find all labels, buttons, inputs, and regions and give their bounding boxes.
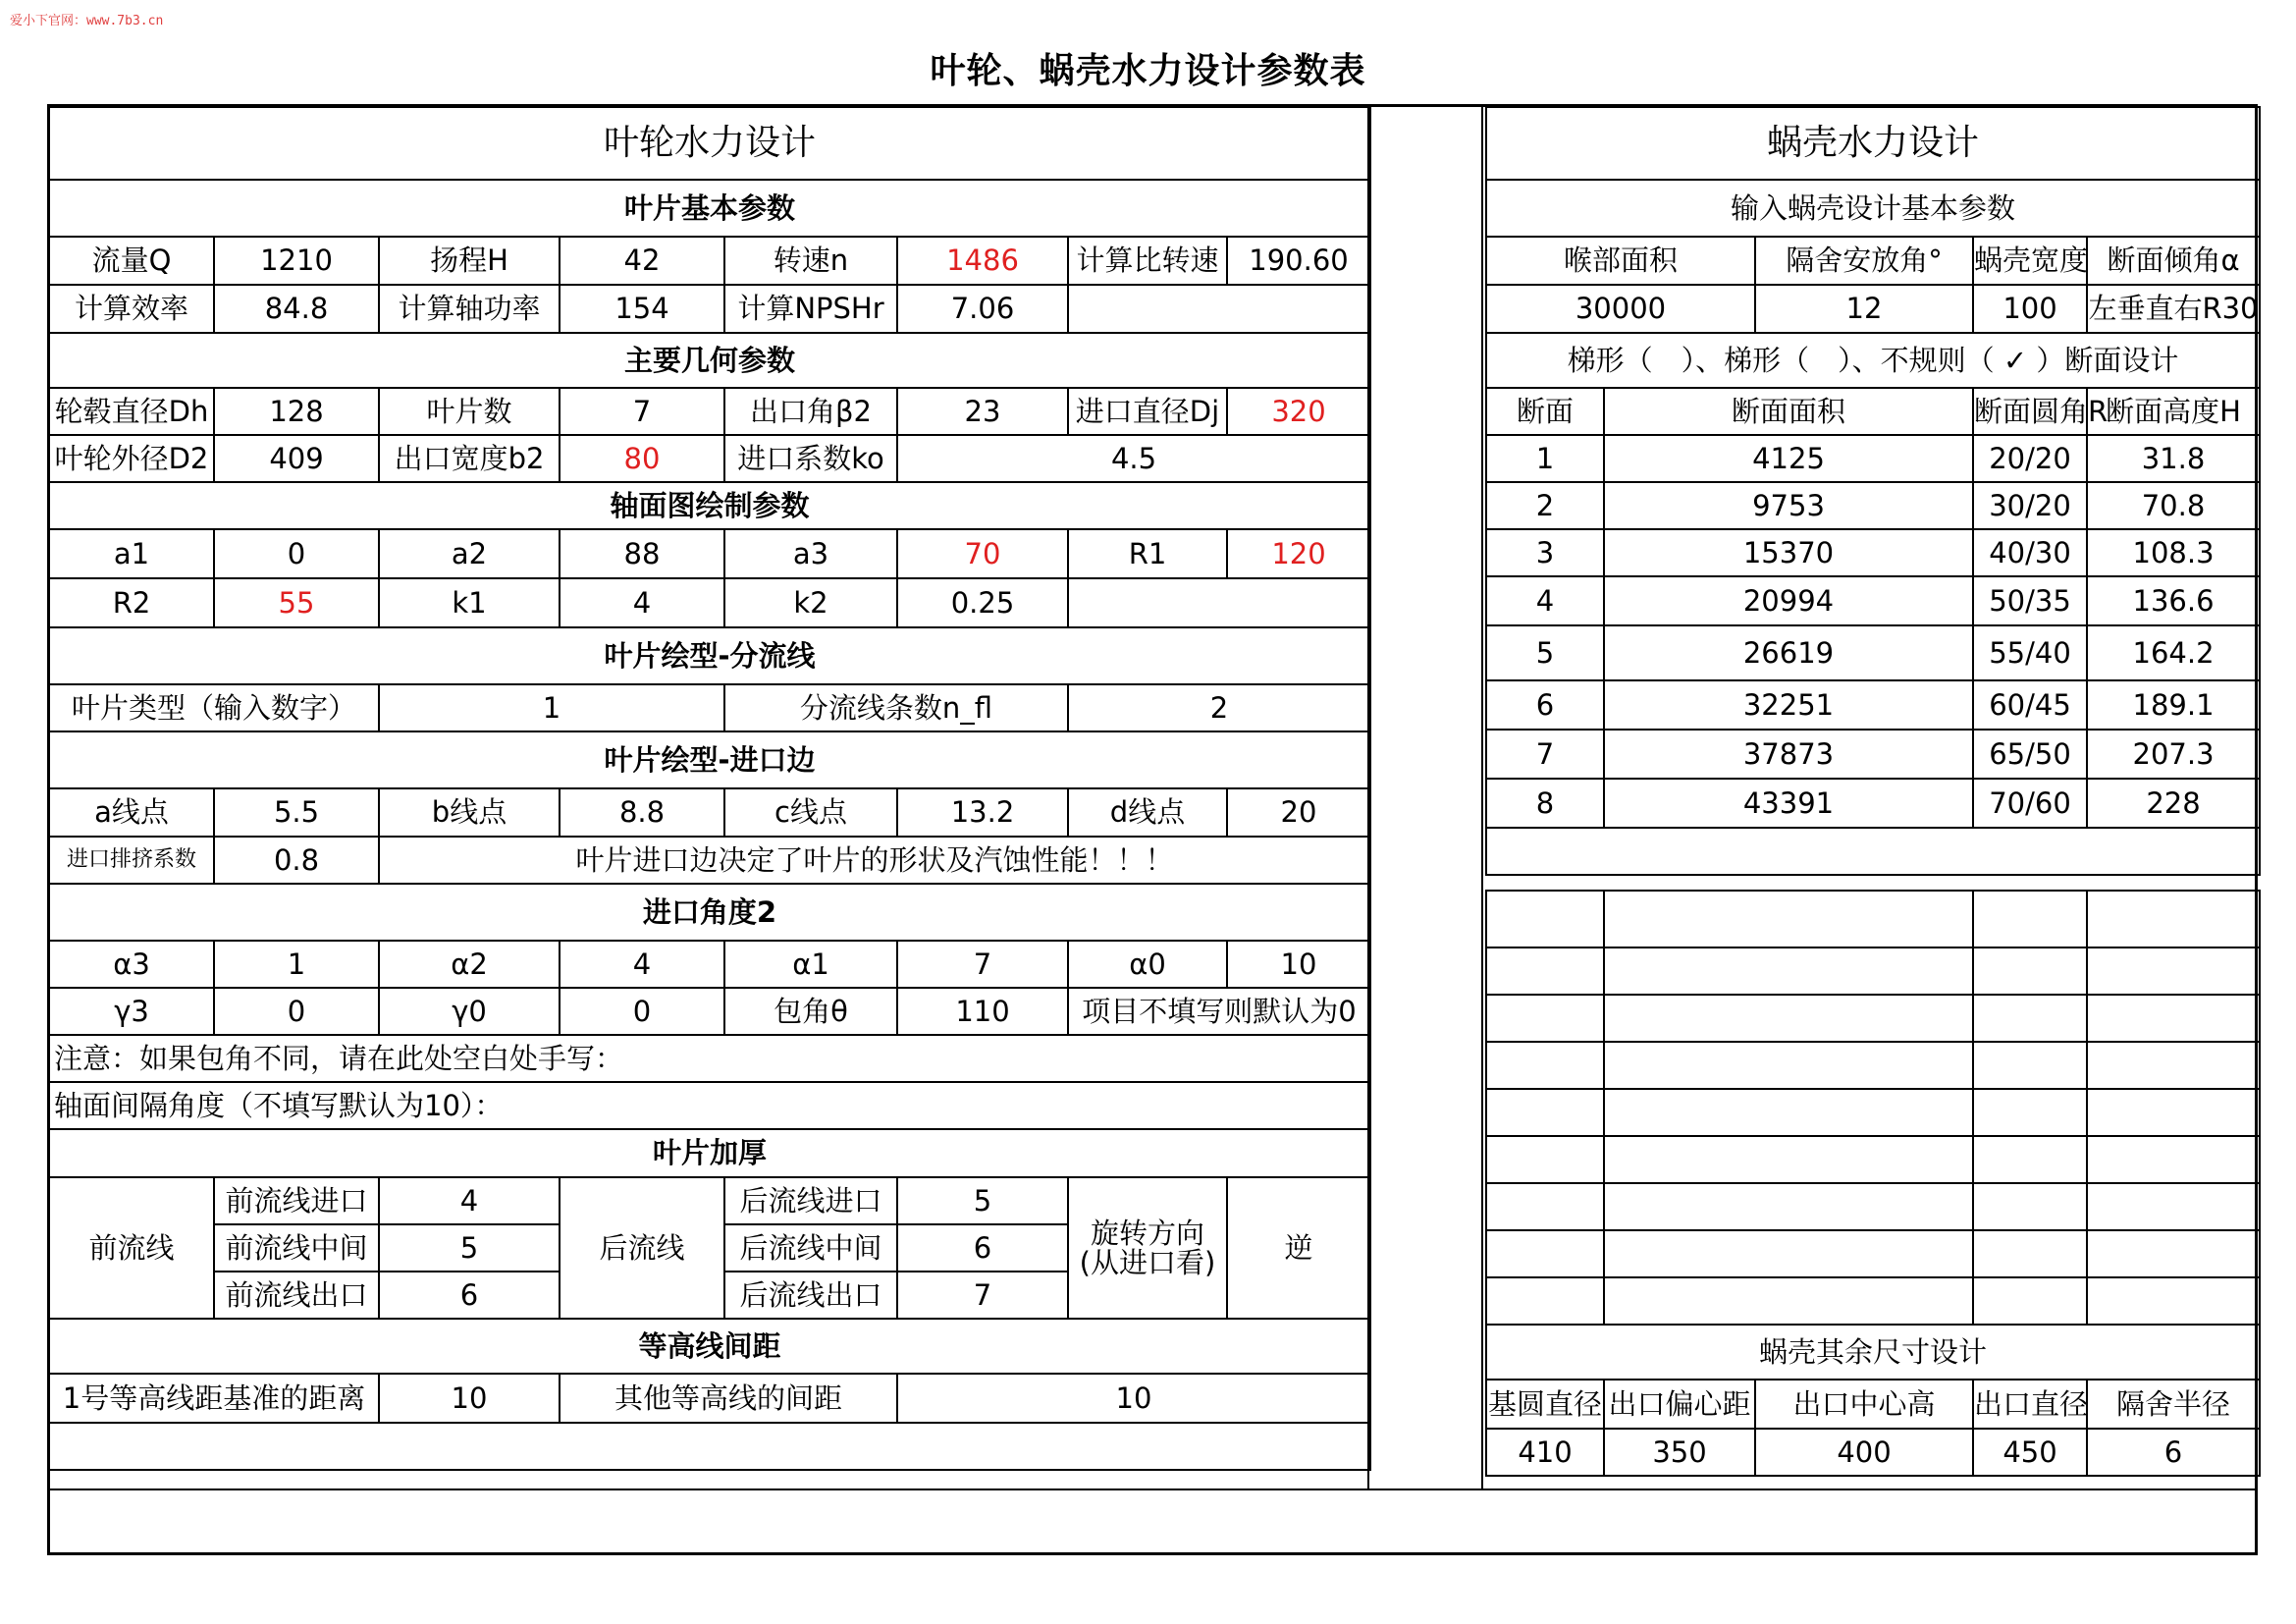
- label-front-outlet: 前流线出口: [214, 1272, 379, 1319]
- section-row: [1486, 529, 2260, 576]
- value-blockage-coefficient[interactable]: 0.8: [214, 837, 379, 884]
- blank-cell[interactable]: [1486, 891, 1604, 947]
- blank-cell[interactable]: [2087, 995, 2260, 1042]
- header-outlet-eccentricity: 出口偏心距: [1604, 1380, 1755, 1429]
- section-area[interactable]: 9753: [1604, 482, 1973, 529]
- value-wrap-angle[interactable]: 110: [897, 988, 1068, 1035]
- value-inlet-diameter[interactable]: 320: [1227, 388, 1370, 435]
- value-point-d[interactable]: 20: [1227, 788, 1370, 837]
- blank-grid-row: [1486, 1136, 2260, 1183]
- section-contour: 等高线间距: [49, 1319, 1370, 1374]
- value-other-contour[interactable]: 10: [897, 1374, 1370, 1423]
- label-other-contour: 其他等高线的间距: [560, 1374, 897, 1423]
- wrap-angle-note[interactable]: 注意：如果包角不同，请在此处空白处手写：: [49, 1035, 1370, 1082]
- section-number[interactable]: 3: [1486, 529, 1604, 576]
- value-gamma0[interactable]: 0: [560, 988, 724, 1035]
- label-point-d: d线点: [1068, 788, 1227, 837]
- section-geometry: 主要几何参数: [49, 333, 1370, 388]
- header-section-radius: 断面圆角R: [1973, 388, 2087, 435]
- label-rotation: [1068, 1177, 1227, 1319]
- value-front-middle[interactable]: 5: [379, 1224, 560, 1272]
- section-height[interactable]: 70.8: [2087, 482, 2260, 529]
- blank-cell[interactable]: [1604, 1183, 1973, 1230]
- blank-cell[interactable]: [1973, 995, 2087, 1042]
- axial-interval-note[interactable]: 轴面间隔角度（不填写默认为10）：: [49, 1082, 1370, 1129]
- blank-cell[interactable]: [1486, 1230, 1604, 1277]
- header-base-diameter: 基圆直径: [1486, 1380, 1604, 1429]
- value-volute-width[interactable]: 100: [1973, 285, 2087, 333]
- header-section-height: 断面高度H: [2087, 388, 2260, 435]
- section-row: [1486, 779, 2260, 828]
- value-k1[interactable]: 4: [560, 578, 724, 627]
- label-front-middle: 前流线中间: [214, 1224, 379, 1272]
- value-gamma3[interactable]: 0: [214, 988, 379, 1035]
- value-tongue-angle[interactable]: 12: [1755, 285, 1973, 333]
- section-number[interactable]: 6: [1486, 680, 1604, 730]
- section-number[interactable]: 8: [1486, 779, 1604, 828]
- section-radius[interactable]: 65/50: [1973, 730, 2087, 779]
- value-split-count[interactable]: 2: [1068, 684, 1370, 731]
- blank-grid-row: [1486, 1230, 2260, 1277]
- section-blade-basic: 叶片基本参数: [49, 180, 1370, 237]
- section-area[interactable]: 32251: [1604, 680, 1973, 730]
- value-a1[interactable]: 0: [214, 529, 379, 578]
- section-inlet-angle: 进口角度2: [49, 884, 1370, 941]
- watermark: 爱小下官网：www.7b3.cn: [10, 14, 164, 28]
- section-number[interactable]: 1: [1486, 435, 1604, 482]
- blank-cell[interactable]: [1973, 1136, 2087, 1183]
- label-k2: k2: [724, 578, 897, 627]
- blank-grid-row: [1486, 1277, 2260, 1325]
- label-alpha0: α0: [1068, 941, 1227, 988]
- volute-lower-table: [1485, 890, 2261, 1477]
- blank-cell[interactable]: [2087, 1089, 2260, 1136]
- value-inlet-coefficient[interactable]: 4.5: [897, 435, 1370, 482]
- blank-grid-row: [1486, 1183, 2260, 1230]
- value-k2[interactable]: 0.25: [897, 578, 1068, 627]
- section-row: [1486, 435, 2260, 482]
- label-gamma0: γ0: [379, 988, 560, 1035]
- value-outlet-diameter[interactable]: 450: [1973, 1429, 2087, 1476]
- value-shaft-power[interactable]: 154: [560, 285, 724, 333]
- impeller-table: [48, 106, 1371, 1471]
- label-r2: R2: [49, 578, 214, 627]
- blank-cell[interactable]: [1973, 1230, 2087, 1277]
- section-height[interactable]: 207.3: [2087, 730, 2260, 779]
- value-alpha3[interactable]: 1: [214, 941, 379, 988]
- label-gamma3: γ3: [49, 988, 214, 1035]
- value-outlet-angle[interactable]: 23: [897, 388, 1068, 435]
- blank-grid-row: [1486, 947, 2260, 995]
- section-height[interactable]: 228: [2087, 779, 2260, 828]
- blank-cell[interactable]: [1486, 995, 1604, 1042]
- section-shape-selector[interactable]: 梯形（ ）、梯形（ ）、不规则（ ✓ ）断面设计: [1486, 333, 2260, 388]
- section-radius[interactable]: 60/45: [1973, 680, 2087, 730]
- section-height[interactable]: 108.3: [2087, 529, 2260, 576]
- blank-cell[interactable]: [1486, 947, 1604, 995]
- blank-cell[interactable]: [2087, 891, 2260, 947]
- value-efficiency[interactable]: 84.8: [214, 285, 379, 333]
- blank-cell[interactable]: [1604, 995, 1973, 1042]
- label-blade-type: 叶片类型（输入数字）: [49, 684, 379, 731]
- value-r1[interactable]: 120: [1227, 529, 1370, 578]
- blank-cell[interactable]: [2087, 947, 2260, 995]
- value-first-contour[interactable]: 10: [379, 1374, 560, 1423]
- section-split-line: 叶片绘型-分流线: [49, 627, 1370, 684]
- value-speed[interactable]: 1486: [897, 237, 1068, 285]
- value-base-diameter[interactable]: 410: [1486, 1429, 1604, 1476]
- label-inlet-coefficient: 进口系数ko: [724, 435, 897, 482]
- label-alpha2: α2: [379, 941, 560, 988]
- section-height[interactable]: 136.6: [2087, 576, 2260, 625]
- blank-cell[interactable]: [1486, 1277, 1604, 1325]
- value-front-inlet[interactable]: 4: [379, 1177, 560, 1224]
- section-row: [1486, 680, 2260, 730]
- default-note: 项目不填写则默认为0: [1068, 988, 1370, 1035]
- volute-header: 蜗壳水力设计: [1486, 107, 2260, 180]
- section-radius[interactable]: 20/20: [1973, 435, 2087, 482]
- label-shaft-power: 计算轴功率: [379, 285, 560, 333]
- value-throat-area[interactable]: 30000: [1486, 285, 1755, 333]
- section-area[interactable]: 15370: [1604, 529, 1973, 576]
- blank-cell[interactable]: [1604, 891, 1973, 947]
- value-head[interactable]: 42: [560, 237, 724, 285]
- label-speed: 转速n: [724, 237, 897, 285]
- value-point-b[interactable]: 8.8: [560, 788, 724, 837]
- header-outlet-diameter: 出口直径: [1973, 1380, 2087, 1429]
- header-outlet-center-height: 出口中心高: [1755, 1380, 1973, 1429]
- blank-cell[interactable]: [1973, 1183, 2087, 1230]
- label-hub-diameter: 轮毂直径Dh: [49, 388, 214, 435]
- label-a2: a2: [379, 529, 560, 578]
- blank-cell[interactable]: [1604, 1136, 1973, 1183]
- value-outlet-center-height[interactable]: 400: [1755, 1429, 1973, 1476]
- value-front-outlet[interactable]: 6: [379, 1272, 560, 1319]
- label-efficiency: 计算效率: [49, 285, 214, 333]
- value-alpha1[interactable]: 7: [897, 941, 1068, 988]
- label-rear-middle: 后流线中间: [724, 1224, 897, 1272]
- empty-cell[interactable]: [1068, 285, 1370, 333]
- blank-cell[interactable]: [2087, 1230, 2260, 1277]
- section-number[interactable]: 7: [1486, 730, 1604, 779]
- value-hub-diameter[interactable]: 128: [214, 388, 379, 435]
- page-title: 叶轮、蜗壳水力设计参数表: [930, 51, 1366, 91]
- value-specific-speed[interactable]: 190.60: [1227, 237, 1370, 285]
- section-row: [1486, 730, 2260, 779]
- value-blade-type[interactable]: 1: [379, 684, 724, 731]
- label-alpha1: α1: [724, 941, 897, 988]
- section-number[interactable]: 4: [1486, 576, 1604, 625]
- section-radius[interactable]: 50/35: [1973, 576, 2087, 625]
- label-point-a: a线点: [49, 788, 214, 837]
- label-k1: k1: [379, 578, 560, 627]
- blank-grid-row: [1486, 1042, 2260, 1089]
- label-throat-area: 喉部面积: [1486, 237, 1755, 285]
- blank-cell[interactable]: [1973, 891, 2087, 947]
- label-inlet-diameter: 进口直径Dj: [1068, 388, 1227, 435]
- blank-cell[interactable]: [1604, 1230, 1973, 1277]
- impeller-header: 叶轮水力设计: [49, 107, 1370, 180]
- label-alpha3: α3: [49, 941, 214, 988]
- value-outlet-width[interactable]: 80: [560, 435, 724, 482]
- value-section-tilt[interactable]: 左垂直右R30: [2087, 285, 2260, 333]
- section-axial-plot: 轴面图绘制参数: [49, 482, 1370, 529]
- value-rear-inlet[interactable]: 5: [897, 1177, 1068, 1224]
- section-rows: [1486, 435, 2260, 875]
- label-flow: 流量Q: [49, 237, 214, 285]
- blank-cell[interactable]: [1604, 1042, 1973, 1089]
- label-outlet-angle: 出口角β2: [724, 388, 897, 435]
- label-specific-speed: 计算比转速: [1068, 237, 1227, 285]
- blank-cell[interactable]: [1604, 1277, 1973, 1325]
- section-number[interactable]: 2: [1486, 482, 1604, 529]
- value-r2[interactable]: 55: [214, 578, 379, 627]
- blank-cell[interactable]: [1486, 1089, 1604, 1136]
- value-outlet-eccentricity[interactable]: 350: [1604, 1429, 1755, 1476]
- label-rotation-line1: 旋转方向: [1090, 1216, 1204, 1250]
- section-radius[interactable]: 70/60: [1973, 779, 2087, 828]
- label-volute-width: 蜗壳宽度: [1973, 237, 2087, 285]
- section-area[interactable]: 26619: [1604, 625, 1973, 680]
- value-outer-diameter[interactable]: 409: [214, 435, 379, 482]
- label-rotation-line2: (从进口看): [1079, 1246, 1216, 1279]
- section-number[interactable]: 5: [1486, 625, 1604, 680]
- blank-cell[interactable]: [1973, 947, 2087, 995]
- value-point-c[interactable]: 13.2: [897, 788, 1068, 837]
- value-flow[interactable]: 1210: [214, 237, 379, 285]
- section-inlet-edge: 叶片绘型-进口边: [49, 731, 1370, 788]
- section-height[interactable]: 31.8: [2087, 435, 2260, 482]
- label-blockage-coefficient: 进口排挤系数: [49, 837, 214, 884]
- blank-grid-row: [1486, 891, 2260, 947]
- label-point-b: b线点: [379, 788, 560, 837]
- label-tongue-angle: 隔舍安放角°: [1755, 237, 1973, 285]
- label-rear-inlet: 后流线进口: [724, 1177, 897, 1224]
- label-first-contour: 1号等高线距基准的距离: [49, 1374, 379, 1423]
- label-a3: a3: [724, 529, 897, 578]
- value-rear-middle[interactable]: 6: [897, 1224, 1068, 1272]
- header-section-no: 断面: [1486, 388, 1604, 435]
- label-wrap-angle: 包角θ: [724, 988, 897, 1035]
- value-a3[interactable]: 70: [897, 529, 1068, 578]
- header-section-area: 断面面积: [1604, 388, 1973, 435]
- label-point-c: c线点: [724, 788, 897, 837]
- label-outer-diameter: 叶轮外径D2: [49, 435, 214, 482]
- label-r1: R1: [1068, 529, 1227, 578]
- header-tongue-radius: 隔舍半径: [2087, 1380, 2260, 1429]
- value-point-a[interactable]: 5.5: [214, 788, 379, 837]
- section-area[interactable]: 20994: [1604, 576, 1973, 625]
- blank-grid-row: [1486, 1089, 2260, 1136]
- section-area[interactable]: 4125: [1604, 435, 1973, 482]
- blank-cell[interactable]: [1486, 1042, 1604, 1089]
- blank-cell[interactable]: [1973, 1042, 2087, 1089]
- label-rear-outlet: 后流线出口: [724, 1272, 897, 1319]
- label-head: 扬程H: [379, 237, 560, 285]
- label-front-streamline: 前流线: [49, 1177, 214, 1319]
- value-alpha0[interactable]: 10: [1227, 941, 1370, 988]
- section-volute-input: 输入蜗壳设计基本参数: [1486, 180, 2260, 237]
- blank-cell[interactable]: [2087, 1277, 2260, 1325]
- value-blade-count[interactable]: 7: [560, 388, 724, 435]
- blank-cell[interactable]: [1486, 1136, 1604, 1183]
- volute-table: [1485, 106, 2261, 876]
- blank-cell[interactable]: [2087, 1042, 2260, 1089]
- label-split-count: 分流线条数n_fl: [724, 684, 1068, 731]
- blank-cell[interactable]: [2087, 1183, 2260, 1230]
- section-volute-other: 蜗壳其余尺寸设计: [1486, 1325, 2260, 1380]
- value-a2[interactable]: 88: [560, 529, 724, 578]
- label-a1: a1: [49, 529, 214, 578]
- blank-cell[interactable]: [1604, 1089, 1973, 1136]
- middle-divider: [1367, 106, 1483, 1490]
- value-alpha2[interactable]: 4: [560, 941, 724, 988]
- value-tongue-radius[interactable]: 6: [2087, 1429, 2260, 1476]
- blank-grid-row: [1486, 995, 2260, 1042]
- section-thickening: 叶片加厚: [49, 1129, 1370, 1177]
- empty-cell[interactable]: [1068, 578, 1370, 627]
- section-radius[interactable]: 30/20: [1973, 482, 2087, 529]
- inlet-edge-note: 叶片进口边决定了叶片的形状及汽蚀性能！！！: [379, 837, 1370, 884]
- blank-cell[interactable]: [1973, 1089, 2087, 1136]
- section-height[interactable]: 164.2: [2087, 625, 2260, 680]
- empty-row[interactable]: [49, 1423, 1370, 1470]
- value-rear-outlet[interactable]: 7: [897, 1272, 1068, 1319]
- section-row: [1486, 576, 2260, 625]
- label-blade-count: 叶片数: [379, 388, 560, 435]
- label-outlet-width: 出口宽度b2: [379, 435, 560, 482]
- section-row: [1486, 482, 2260, 529]
- blank-cell[interactable]: [1604, 947, 1973, 995]
- blank-cell[interactable]: [2087, 1136, 2260, 1183]
- label-section-tilt: 断面倾角α: [2087, 237, 2260, 285]
- section-area[interactable]: 43391: [1604, 779, 1973, 828]
- blank-cell[interactable]: [1973, 1277, 2087, 1325]
- section-radius[interactable]: 55/40: [1973, 625, 2087, 680]
- empty-row[interactable]: [1486, 828, 2260, 875]
- bottom-empty-band: [48, 1489, 2258, 1555]
- section-radius[interactable]: 40/30: [1973, 529, 2087, 576]
- section-row: [1486, 625, 2260, 680]
- value-npshr[interactable]: 7.06: [897, 285, 1068, 333]
- blank-cell[interactable]: [1486, 1183, 1604, 1230]
- label-npshr: 计算NPSHr: [724, 285, 897, 333]
- value-rotation[interactable]: 逆: [1227, 1177, 1370, 1319]
- label-rear-streamline: 后流线: [560, 1177, 724, 1319]
- section-height[interactable]: 189.1: [2087, 680, 2260, 730]
- section-area[interactable]: 37873: [1604, 730, 1973, 779]
- label-front-inlet: 前流线进口: [214, 1177, 379, 1224]
